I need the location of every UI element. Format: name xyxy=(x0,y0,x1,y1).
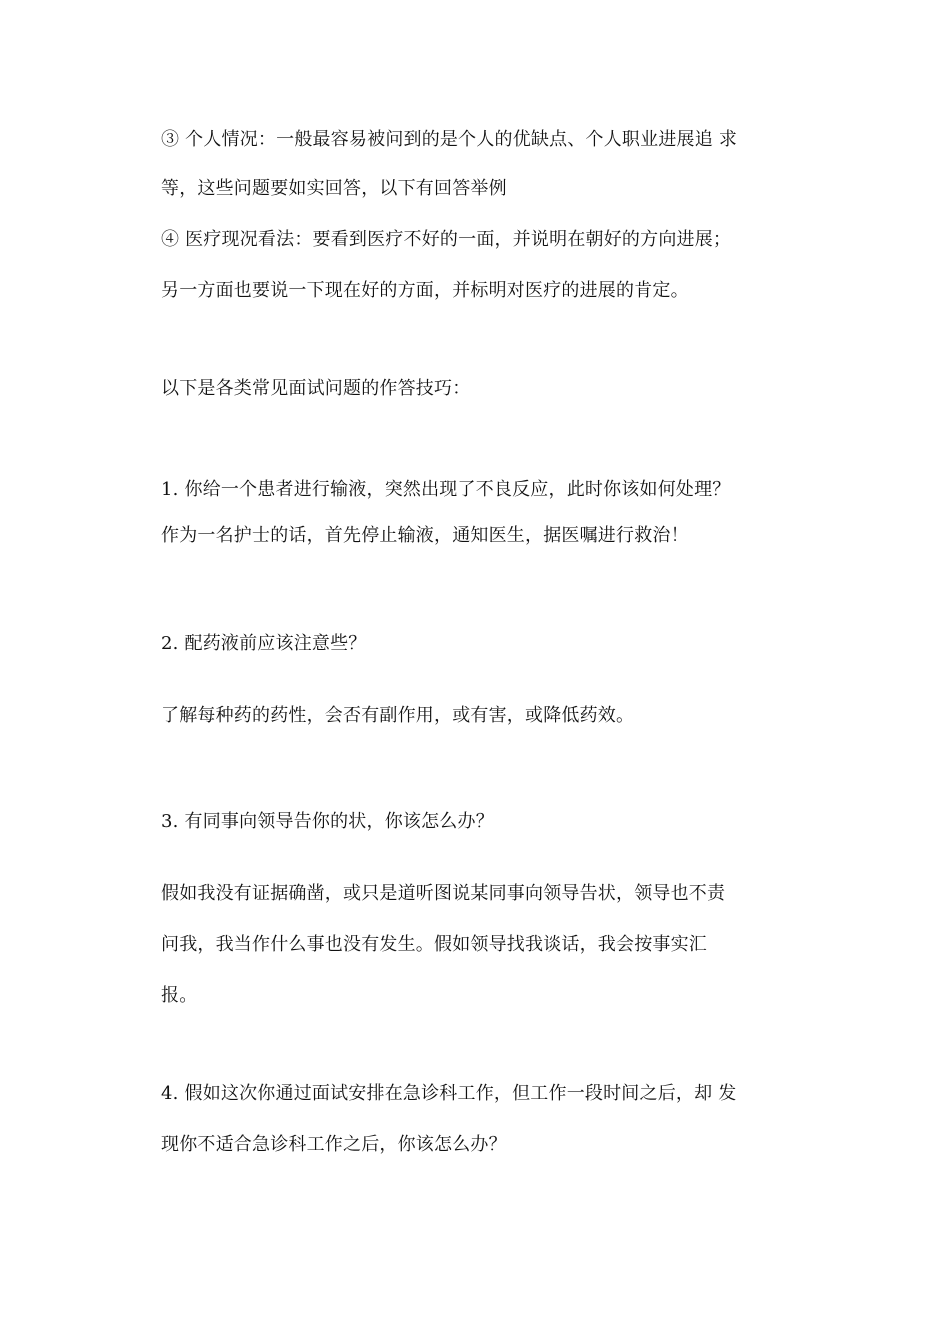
question-2: 2. 配药液前应该注意些？ xyxy=(161,633,367,654)
answer-3-line-3: 报。 xyxy=(161,985,198,1006)
question-1: 1. 你给一个患者进行输液，突然出现了不良反应，此时你该如何处理？ xyxy=(161,479,731,500)
question-3: 3. 有同事向领导告你的状，你该怎么办？ xyxy=(161,811,494,832)
answer-1-line-1: 作为一名护士的话，首先停止输液，通知医生，据医嘱进行救治！ xyxy=(161,525,689,546)
question-4-line-1: 4. 假如这次你通过面试安排在急诊科工作，但工作一段时间之后，却 发 xyxy=(161,1083,737,1104)
personal-situation-line-2: 等，这些问题要如实回答，以下有回答举例 xyxy=(161,178,507,199)
answer-3-line-2: 问我，我当作什么事也没有发生。假如领导找我谈话，我会按事实汇 xyxy=(161,934,707,955)
answer-3-line-1: 假如我没有证据确凿，或只是道听图说某同事向领导告状，领导也不责 xyxy=(161,883,726,904)
answer-2-line-1: 了解每种药的药性，会否有副作用，或有害，或降低药效。 xyxy=(161,705,635,726)
medical-view-line-1: ④ 医疗现况看法：要看到医疗不好的一面，并说明在朝好的方向进展； xyxy=(161,229,732,250)
medical-view-line-2: 另一方面也要说一下现在好的方面，并标明对医疗的进展的肯定。 xyxy=(161,280,689,301)
personal-situation-line-1: ③ 个人情况：一般最容易被问到的是个人的优缺点、个人职业进展追 求 xyxy=(161,129,738,150)
intro-heading: 以下是各类常见面试问题的作答技巧： xyxy=(161,378,471,399)
question-4-line-2: 现你不适合急诊科工作之后，你该怎么办？ xyxy=(161,1134,507,1155)
